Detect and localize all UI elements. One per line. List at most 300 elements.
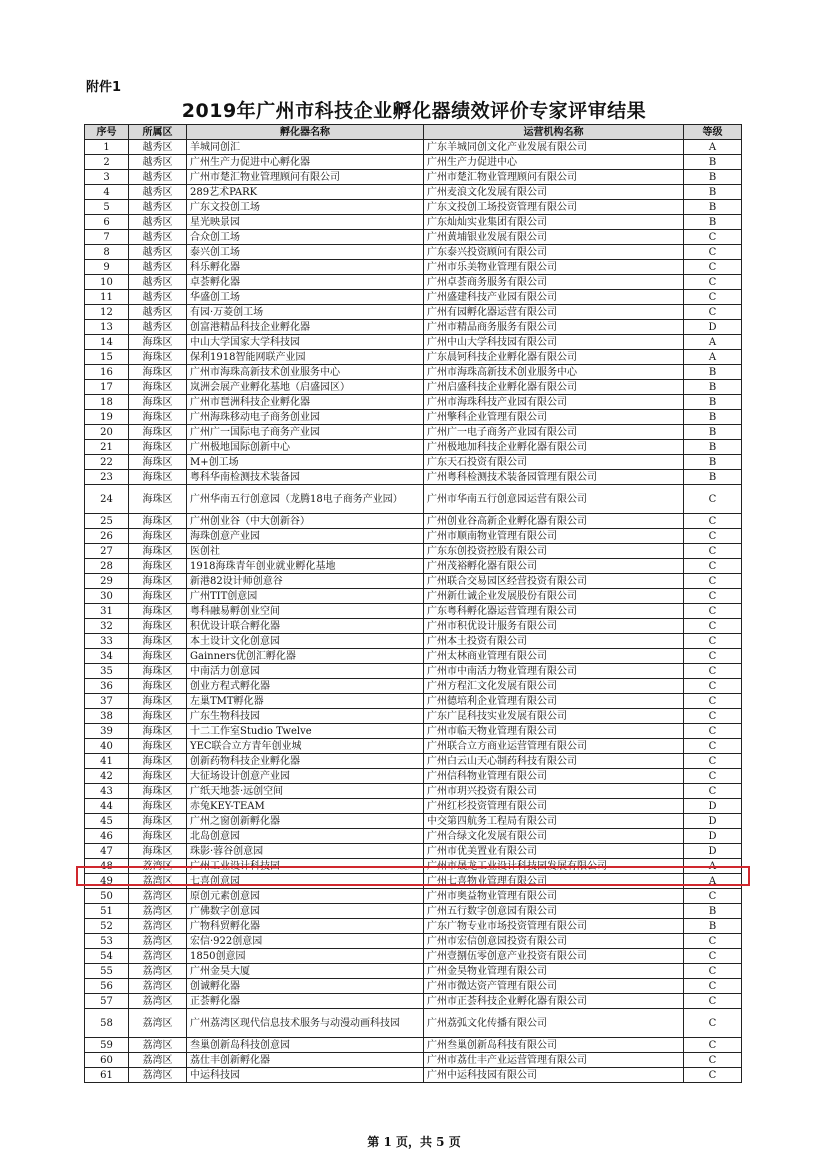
- row-incubator: 广州创业谷（中大创新谷）: [187, 514, 424, 529]
- row-incubator: 广州之窗创新孵化器: [187, 814, 424, 829]
- table-row: [85, 634, 742, 649]
- row-grade: C: [684, 754, 742, 769]
- row-grade: B: [684, 455, 742, 470]
- row-district: 荔湾区: [129, 994, 187, 1009]
- table-row: [85, 679, 742, 694]
- row-no: 28: [85, 559, 129, 574]
- row-operator: 广东晨钶科技企业孵化器有限公司: [424, 350, 684, 365]
- table-row: [85, 619, 742, 634]
- row-district: 海珠区: [129, 335, 187, 350]
- table-row: [85, 934, 742, 949]
- row-no: 20: [85, 425, 129, 440]
- row-grade: C: [684, 1009, 742, 1038]
- row-grade: B: [684, 155, 742, 170]
- page-footer: 第 1 页，共 5 页: [367, 1135, 461, 1149]
- row-no: 38: [85, 709, 129, 724]
- table-header-row: [85, 125, 742, 140]
- table-row: [85, 305, 742, 320]
- table-row: [85, 604, 742, 619]
- row-district: 荔湾区: [129, 1053, 187, 1068]
- row-district: 海珠区: [129, 799, 187, 814]
- row-district: 荔湾区: [129, 1038, 187, 1053]
- attachment-label: 附件1: [86, 80, 122, 95]
- row-incubator: 中南活力创意园: [187, 664, 424, 679]
- row-district: 荔湾区: [129, 979, 187, 994]
- row-grade: C: [684, 619, 742, 634]
- table-row: [85, 919, 742, 934]
- header-no: 序号: [85, 125, 129, 140]
- row-district: 海珠区: [129, 739, 187, 754]
- table-row: [85, 410, 742, 425]
- row-district: 越秀区: [129, 200, 187, 215]
- row-grade: C: [684, 305, 742, 320]
- row-no: 5: [85, 200, 129, 215]
- row-district: 海珠区: [129, 395, 187, 410]
- row-incubator: 广州市楚汇物业管理顾问有限公司: [187, 170, 424, 185]
- table-row: [85, 1053, 742, 1068]
- table-row: [85, 859, 742, 874]
- row-incubator: Gainners优创汇孵化器: [187, 649, 424, 664]
- row-district: 海珠区: [129, 485, 187, 514]
- row-incubator: 广州工业设计科技园: [187, 859, 424, 874]
- row-operator: 广州红杉投资管理有限公司: [424, 799, 684, 814]
- row-no: 2: [85, 155, 129, 170]
- row-incubator: 原创元素创意园: [187, 889, 424, 904]
- row-no: 44: [85, 799, 129, 814]
- row-incubator: 广州荔湾区现代信息技术服务与动漫动画科技园: [187, 1009, 424, 1038]
- row-operator: 广州白云山天心制药科技有限公司: [424, 754, 684, 769]
- table-row: [85, 395, 742, 410]
- row-incubator: 广州海珠移动电子商务创业园: [187, 410, 424, 425]
- row-no: 35: [85, 664, 129, 679]
- row-operator: 广州合绿文化发展有限公司: [424, 829, 684, 844]
- row-no: 48: [85, 859, 129, 874]
- row-operator: 广州金昊物业管理有限公司: [424, 964, 684, 979]
- table-row: [85, 949, 742, 964]
- row-operator: 广东文投创工场投资管理有限公司: [424, 200, 684, 215]
- row-no: 22: [85, 455, 129, 470]
- row-grade: B: [684, 904, 742, 919]
- table-row: [85, 904, 742, 919]
- row-operator: 广州市华南五行创意园运营有限公司: [424, 485, 684, 514]
- row-incubator: 广纸天地荟·远创空间: [187, 784, 424, 799]
- table-row: [85, 964, 742, 979]
- row-no: 10: [85, 275, 129, 290]
- row-district: 荔湾区: [129, 1068, 187, 1083]
- row-incubator: 创诚孵化器: [187, 979, 424, 994]
- row-incubator: 荔仕丰创新孵化器: [187, 1053, 424, 1068]
- row-operator: 广州市海珠科技产业园有限公司: [424, 395, 684, 410]
- row-operator: 广州市乐美物业管理有限公司: [424, 260, 684, 275]
- row-operator: 广州生产力促进中心: [424, 155, 684, 170]
- row-grade: C: [684, 574, 742, 589]
- table-row: [85, 485, 742, 514]
- row-incubator: 创业方程式孵化器: [187, 679, 424, 694]
- row-operator: 中交第四航务工程局有限公司: [424, 814, 684, 829]
- row-district: 海珠区: [129, 649, 187, 664]
- row-incubator: 新港82设计师创意谷: [187, 574, 424, 589]
- row-grade: C: [684, 634, 742, 649]
- row-incubator: 正荟孵化器: [187, 994, 424, 1009]
- header-grade: 等级: [684, 125, 742, 140]
- row-district: 海珠区: [129, 694, 187, 709]
- row-incubator: 医创社: [187, 544, 424, 559]
- row-district: 海珠区: [129, 724, 187, 739]
- table-row: [85, 425, 742, 440]
- table-row: [85, 664, 742, 679]
- row-grade: C: [684, 739, 742, 754]
- row-district: 海珠区: [129, 814, 187, 829]
- row-no: 11: [85, 290, 129, 305]
- row-incubator: 有园·万菱创工场: [187, 305, 424, 320]
- row-grade: C: [684, 559, 742, 574]
- row-district: 越秀区: [129, 290, 187, 305]
- row-grade: B: [684, 395, 742, 410]
- row-incubator: 叁巢创新岛科技创意园: [187, 1038, 424, 1053]
- row-district: 海珠区: [129, 664, 187, 679]
- row-district: 海珠区: [129, 784, 187, 799]
- row-grade: B: [684, 425, 742, 440]
- row-no: 18: [85, 395, 129, 410]
- row-operator: 广州中山大学科技园有限公司: [424, 335, 684, 350]
- row-no: 29: [85, 574, 129, 589]
- row-incubator: 广物科贸孵化器: [187, 919, 424, 934]
- table-row: [85, 350, 742, 365]
- row-incubator: 七喜创意园: [187, 874, 424, 889]
- table-row: [85, 754, 742, 769]
- row-grade: D: [684, 829, 742, 844]
- row-no: 4: [85, 185, 129, 200]
- row-no: 46: [85, 829, 129, 844]
- row-no: 3: [85, 170, 129, 185]
- row-incubator: 广州金昊大厦: [187, 964, 424, 979]
- row-operator: 广州粤科检测技术装备园管理有限公司: [424, 470, 684, 485]
- table-row: [85, 829, 742, 844]
- row-grade: C: [684, 694, 742, 709]
- table-row: [85, 1009, 742, 1038]
- header-incubator: 孵化器名称: [187, 125, 424, 140]
- row-grade: B: [684, 440, 742, 455]
- table-row: [85, 514, 742, 529]
- row-operator: 广州市荔仕丰产业运营管理有限公司: [424, 1053, 684, 1068]
- table-row: [85, 185, 742, 200]
- row-incubator: 广州广一国际电子商务产业园: [187, 425, 424, 440]
- row-no: 61: [85, 1068, 129, 1083]
- row-district: 荔湾区: [129, 919, 187, 934]
- row-district: 越秀区: [129, 275, 187, 290]
- row-grade: C: [684, 260, 742, 275]
- row-incubator: 科乐孵化器: [187, 260, 424, 275]
- row-no: 21: [85, 440, 129, 455]
- table-row: [85, 589, 742, 604]
- row-incubator: 1850创意园: [187, 949, 424, 964]
- row-grade: C: [684, 245, 742, 260]
- row-district: 越秀区: [129, 230, 187, 245]
- row-no: 16: [85, 365, 129, 380]
- row-no: 42: [85, 769, 129, 784]
- row-district: 海珠区: [129, 619, 187, 634]
- row-grade: C: [684, 889, 742, 904]
- row-operator: 广州市临天物业管理有限公司: [424, 724, 684, 739]
- row-operator: 广州本土投资有限公司: [424, 634, 684, 649]
- row-incubator: 广东生物科技园: [187, 709, 424, 724]
- row-no: 32: [85, 619, 129, 634]
- row-operator: 广州市中南活力物业管理有限公司: [424, 664, 684, 679]
- row-grade: B: [684, 410, 742, 425]
- row-operator: 广州市正荟科技企业孵化器有限公司: [424, 994, 684, 1009]
- row-grade: A: [684, 140, 742, 155]
- row-no: 45: [85, 814, 129, 829]
- row-operator: 广东天石投资有限公司: [424, 455, 684, 470]
- row-operator: 广州茂裕孵化器有限公司: [424, 559, 684, 574]
- row-district: 越秀区: [129, 170, 187, 185]
- row-grade: C: [684, 949, 742, 964]
- row-grade: D: [684, 320, 742, 335]
- row-district: 越秀区: [129, 215, 187, 230]
- row-district: 越秀区: [129, 140, 187, 155]
- table-row: [85, 814, 742, 829]
- row-district: 荔湾区: [129, 874, 187, 889]
- row-operator: 广州盛建科技产业园有限公司: [424, 290, 684, 305]
- row-grade: D: [684, 799, 742, 814]
- row-district: 荔湾区: [129, 1009, 187, 1038]
- table-row: [85, 979, 742, 994]
- row-grade: C: [684, 275, 742, 290]
- row-district: 海珠区: [129, 455, 187, 470]
- row-incubator: 卓荟孵化器: [187, 275, 424, 290]
- row-district: 海珠区: [129, 410, 187, 425]
- table-row: [85, 170, 742, 185]
- row-grade: D: [684, 814, 742, 829]
- row-operator: 广东广昆科技实业发展有限公司: [424, 709, 684, 724]
- row-district: 海珠区: [129, 709, 187, 724]
- row-incubator: 华盛创工场: [187, 290, 424, 305]
- row-incubator: 1918海珠青年创业就业孵化基地: [187, 559, 424, 574]
- row-operator: 广州市精品商务服务有限公司: [424, 320, 684, 335]
- row-incubator: 泰兴创工场: [187, 245, 424, 260]
- row-no: 50: [85, 889, 129, 904]
- row-grade: B: [684, 200, 742, 215]
- table-row: [85, 784, 742, 799]
- table-row: [85, 320, 742, 335]
- row-operator: 广州市优美置业有限公司: [424, 844, 684, 859]
- row-grade: C: [684, 679, 742, 694]
- row-grade: D: [684, 844, 742, 859]
- row-incubator: YEC联合立方青年创业城: [187, 739, 424, 754]
- row-district: 海珠区: [129, 350, 187, 365]
- row-operator: 广州市奥益物业管理有限公司: [424, 889, 684, 904]
- table-row: [85, 799, 742, 814]
- row-district: 越秀区: [129, 260, 187, 275]
- row-operator: 广东粤科孵化器运营管理有限公司: [424, 604, 684, 619]
- row-incubator: 珠影·蓉谷创意园: [187, 844, 424, 859]
- row-no: 43: [85, 784, 129, 799]
- row-grade: A: [684, 335, 742, 350]
- table-row: [85, 440, 742, 455]
- table-row: [85, 874, 742, 889]
- row-operator: 广州启盛科技企业孵化器有限公司: [424, 380, 684, 395]
- row-operator: 广州市积优设计服务有限公司: [424, 619, 684, 634]
- row-district: 海珠区: [129, 559, 187, 574]
- row-grade: C: [684, 529, 742, 544]
- page-title: 2019年广州市科技企业孵化器绩效评价专家评审结果: [181, 100, 647, 122]
- row-grade: B: [684, 470, 742, 485]
- table-row: [85, 215, 742, 230]
- row-incubator: 创新药物科技企业孵化器: [187, 754, 424, 769]
- row-operator: 广州市顺南物业管理有限公司: [424, 529, 684, 544]
- row-operator: 广州壹捌伍零创意产业投资有限公司: [424, 949, 684, 964]
- row-no: 60: [85, 1053, 129, 1068]
- row-operator: 广州创业谷高新企业孵化器有限公司: [424, 514, 684, 529]
- row-district: 越秀区: [129, 245, 187, 260]
- row-district: 荔湾区: [129, 904, 187, 919]
- row-no: 56: [85, 979, 129, 994]
- row-district: 海珠区: [129, 634, 187, 649]
- table-row: [85, 230, 742, 245]
- row-operator: 广州市宏信创意园投资有限公司: [424, 934, 684, 949]
- row-no: 12: [85, 305, 129, 320]
- row-operator: 广州擎科企业管理有限公司: [424, 410, 684, 425]
- row-operator: 广州叁巢创新岛科技有限公司: [424, 1038, 684, 1053]
- row-no: 39: [85, 724, 129, 739]
- row-no: 23: [85, 470, 129, 485]
- table-row: [85, 335, 742, 350]
- row-district: 荔湾区: [129, 859, 187, 874]
- row-district: 荔湾区: [129, 889, 187, 904]
- row-district: 海珠区: [129, 679, 187, 694]
- row-operator: 广州新仕诚企业发展股份有限公司: [424, 589, 684, 604]
- row-no: 52: [85, 919, 129, 934]
- row-incubator: 粤科华南检测技术装备园: [187, 470, 424, 485]
- row-no: 40: [85, 739, 129, 754]
- row-grade: C: [684, 769, 742, 784]
- row-incubator: 中运科技园: [187, 1068, 424, 1083]
- row-no: 54: [85, 949, 129, 964]
- table-row: [85, 1038, 742, 1053]
- row-incubator: 大征场设计创意产业园: [187, 769, 424, 784]
- results-table: [84, 124, 742, 1083]
- table-row: [85, 140, 742, 155]
- row-incubator: M+创工场: [187, 455, 424, 470]
- row-district: 海珠区: [129, 440, 187, 455]
- row-grade: A: [684, 350, 742, 365]
- row-incubator: 粤科融易孵创业空间: [187, 604, 424, 619]
- row-incubator: 海珠创意产业园: [187, 529, 424, 544]
- row-district: 海珠区: [129, 529, 187, 544]
- table-row: [85, 275, 742, 290]
- row-operator: 广州市微达资产管理有限公司: [424, 979, 684, 994]
- row-grade: C: [684, 230, 742, 245]
- row-no: 19: [85, 410, 129, 425]
- row-district: 荔湾区: [129, 949, 187, 964]
- row-operator: 广州市楚汇物业管理顾问有限公司: [424, 170, 684, 185]
- row-no: 6: [85, 215, 129, 230]
- row-incubator: 积优设计联合孵化器: [187, 619, 424, 634]
- row-grade: C: [684, 1068, 742, 1083]
- row-no: 58: [85, 1009, 129, 1038]
- row-operator: 广州联合立方商业运营管理有限公司: [424, 739, 684, 754]
- row-grade: C: [684, 1038, 742, 1053]
- row-district: 越秀区: [129, 155, 187, 170]
- row-operator: 广州德培利企业管理有限公司: [424, 694, 684, 709]
- row-incubator: 合众创工场: [187, 230, 424, 245]
- table-row: [85, 455, 742, 470]
- row-operator: 广州七喜物业管理有限公司: [424, 874, 684, 889]
- row-incubator: 北岛创意园: [187, 829, 424, 844]
- row-district: 海珠区: [129, 829, 187, 844]
- row-grade: C: [684, 724, 742, 739]
- table-row: [85, 769, 742, 784]
- table-row: [85, 544, 742, 559]
- row-incubator: 广东文投创工场: [187, 200, 424, 215]
- row-district: 海珠区: [129, 844, 187, 859]
- row-no: 26: [85, 529, 129, 544]
- row-operator: 广东东创投资控股有限公司: [424, 544, 684, 559]
- table-row: [85, 559, 742, 574]
- row-grade: C: [684, 1053, 742, 1068]
- row-incubator: 广佛数字创意园: [187, 904, 424, 919]
- row-operator: 广州信科物业管理有限公司: [424, 769, 684, 784]
- row-operator: 广州中运科技园有限公司: [424, 1068, 684, 1083]
- table-row: [85, 709, 742, 724]
- row-no: 41: [85, 754, 129, 769]
- row-incubator: 中山大学国家大学科技园: [187, 335, 424, 350]
- table-row: [85, 844, 742, 859]
- row-no: 8: [85, 245, 129, 260]
- table-row: [85, 245, 742, 260]
- table-row: [85, 994, 742, 1009]
- row-no: 47: [85, 844, 129, 859]
- row-incubator: 保利1918智能网联产业园: [187, 350, 424, 365]
- row-grade: C: [684, 485, 742, 514]
- row-grade: C: [684, 514, 742, 529]
- row-incubator: 广州市海珠高新技术创业服务中心: [187, 365, 424, 380]
- row-grade: C: [684, 709, 742, 724]
- row-incubator: 创富港精品科技企业孵化器: [187, 320, 424, 335]
- row-operator: 广州联合交易园区经营投资有限公司: [424, 574, 684, 589]
- row-operator: 广州黄埔银业发展有限公司: [424, 230, 684, 245]
- row-district: 越秀区: [129, 320, 187, 335]
- row-grade: B: [684, 185, 742, 200]
- row-no: 36: [85, 679, 129, 694]
- row-no: 13: [85, 320, 129, 335]
- table-row: [85, 260, 742, 275]
- row-operator: 广州市海珠高新技术创业服务中心: [424, 365, 684, 380]
- row-district: 海珠区: [129, 470, 187, 485]
- row-incubator: 本土设计文化创意园: [187, 634, 424, 649]
- row-grade: B: [684, 365, 742, 380]
- row-no: 51: [85, 904, 129, 919]
- row-incubator: 十二工作室Studio Twelve: [187, 724, 424, 739]
- table-row: [85, 739, 742, 754]
- row-grade: C: [684, 994, 742, 1009]
- row-district: 海珠区: [129, 514, 187, 529]
- table-row: [85, 724, 742, 739]
- row-grade: C: [684, 934, 742, 949]
- row-no: 17: [85, 380, 129, 395]
- row-grade: C: [684, 649, 742, 664]
- row-incubator: 广州生产力促进中心孵化器: [187, 155, 424, 170]
- row-no: 1: [85, 140, 129, 155]
- table-row: [85, 1068, 742, 1083]
- row-no: 15: [85, 350, 129, 365]
- row-district: 越秀区: [129, 185, 187, 200]
- row-operator: 广州极地加科技企业孵化器有限公司: [424, 440, 684, 455]
- table-row: [85, 155, 742, 170]
- row-incubator: 赤兔KEY-TEAM: [187, 799, 424, 814]
- row-grade: B: [684, 170, 742, 185]
- row-grade: C: [684, 544, 742, 559]
